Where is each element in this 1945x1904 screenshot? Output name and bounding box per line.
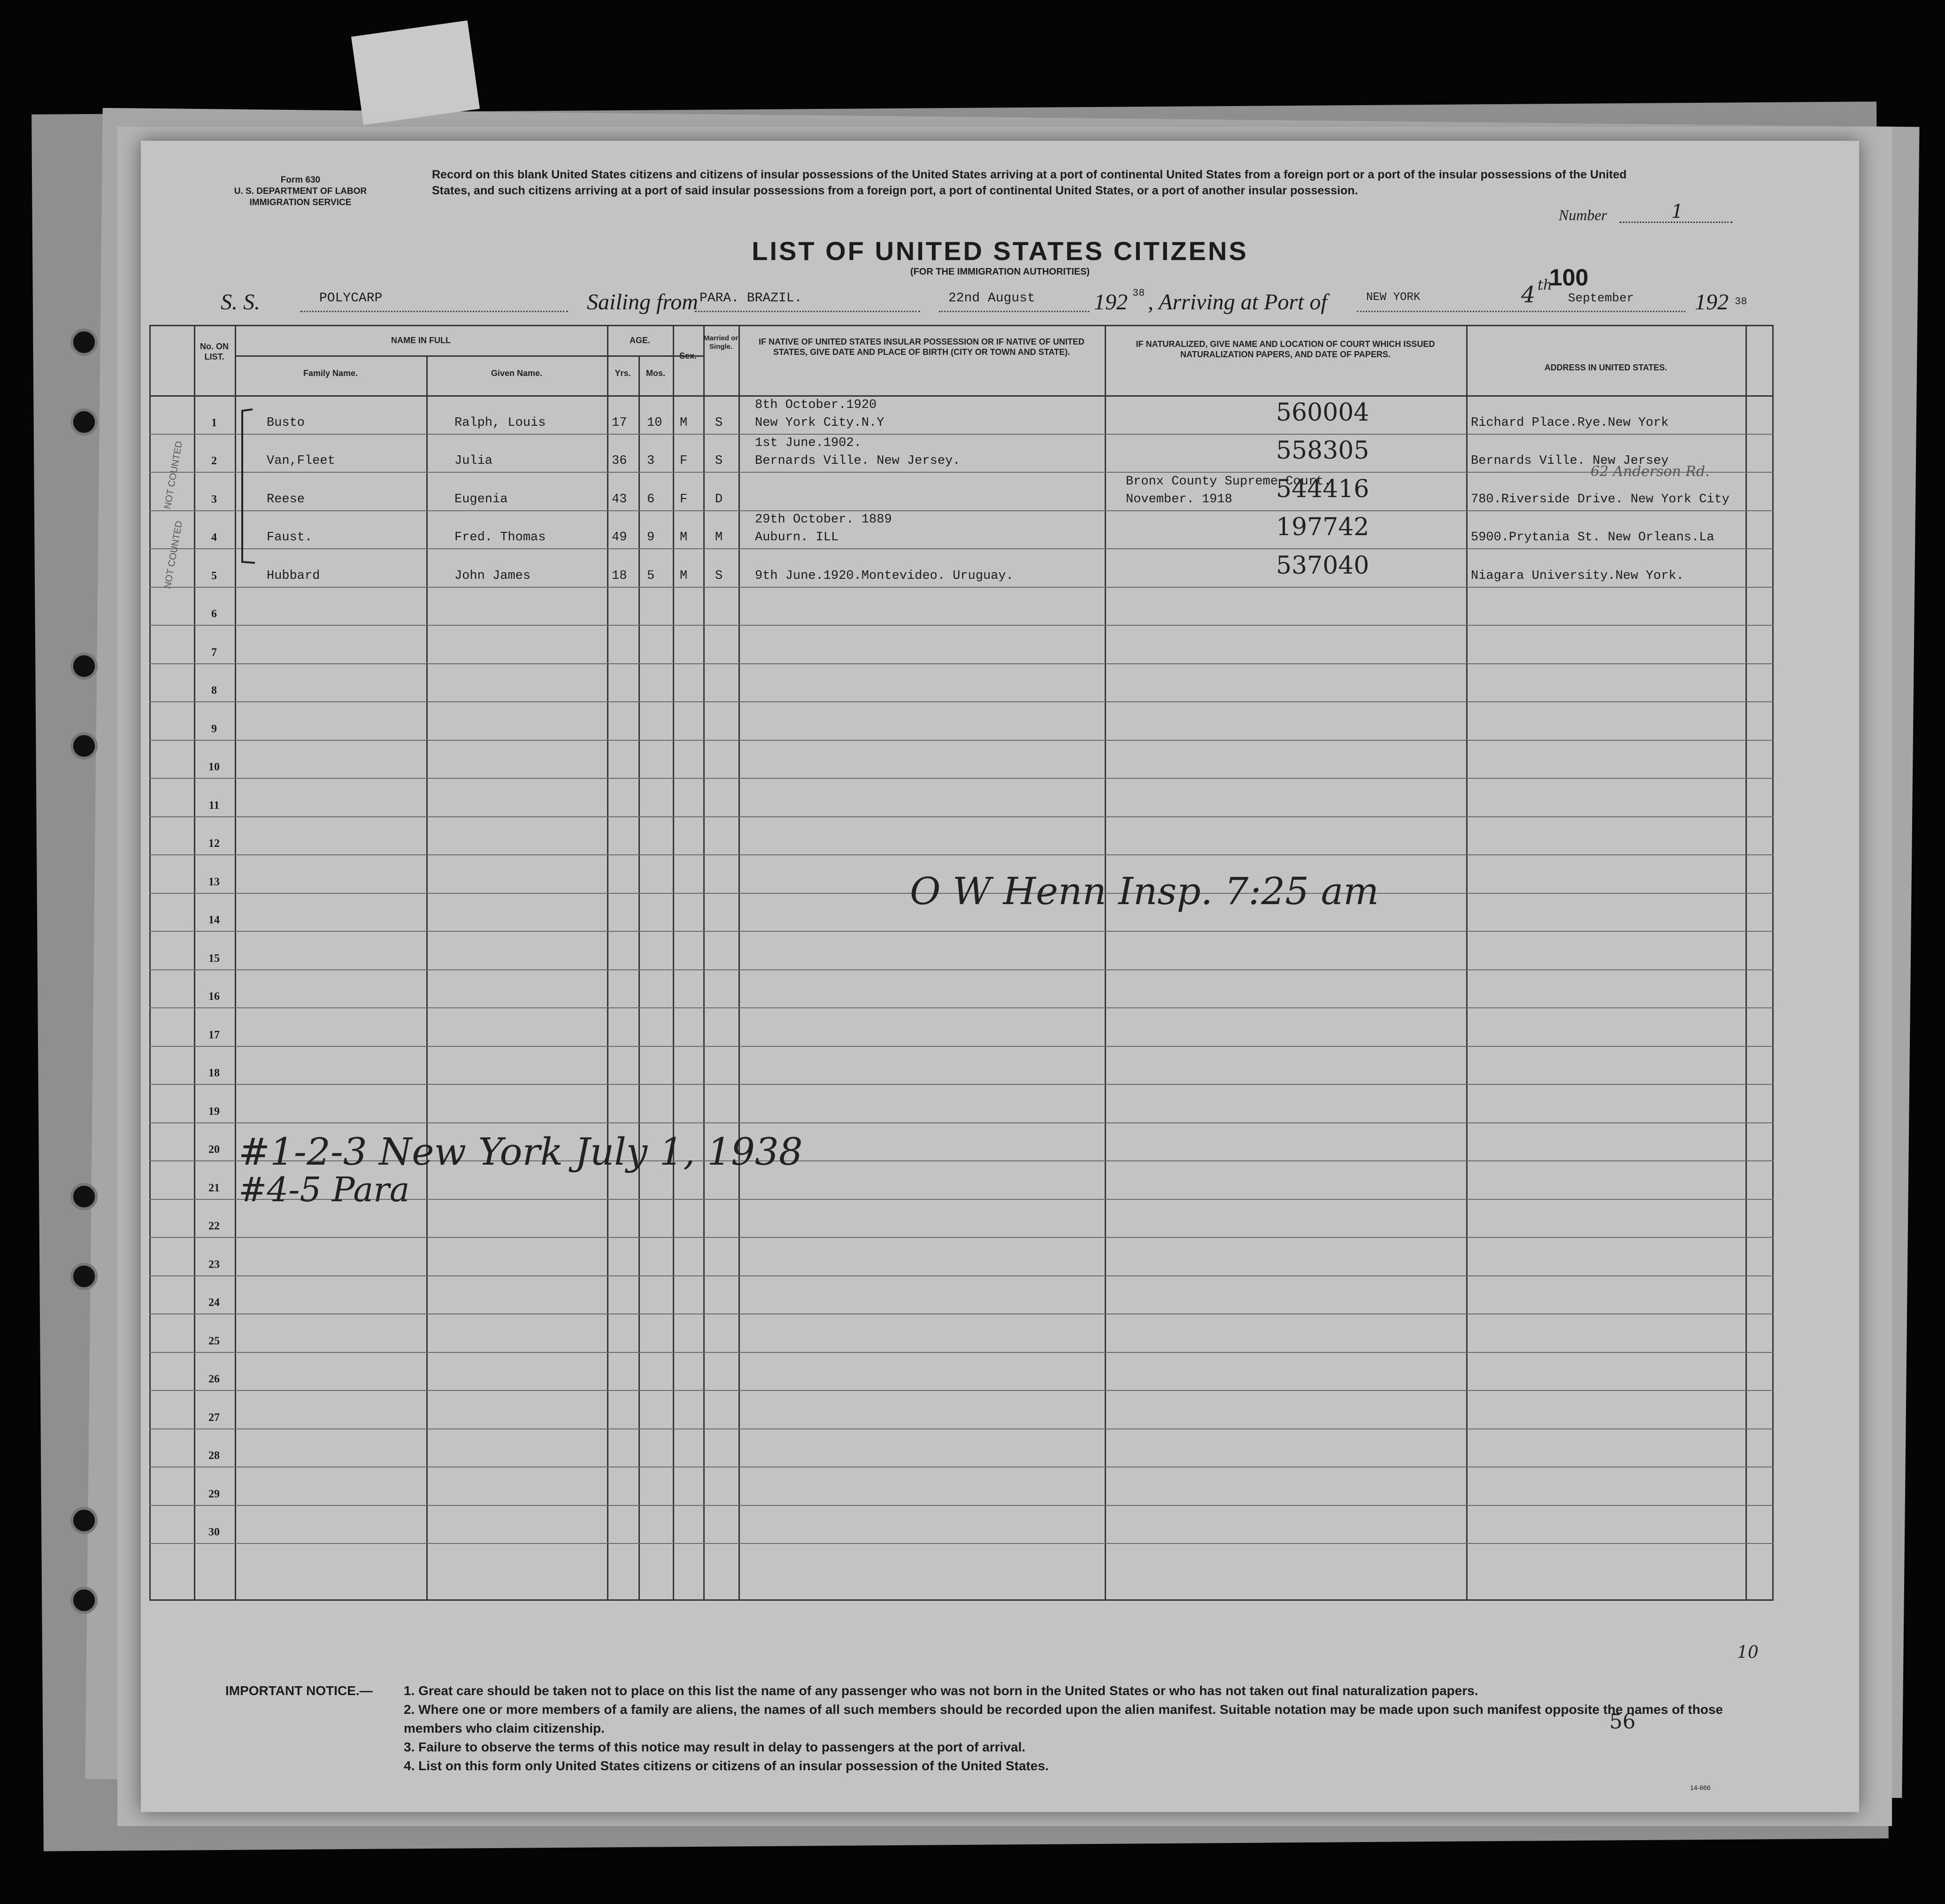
cell-address: 780.Riverside Drive. New York City bbox=[1471, 492, 1730, 507]
col-header-no: No. ON LIST. bbox=[200, 342, 229, 361]
cell-address: Richard Place.Rye.New York bbox=[1471, 415, 1669, 430]
cell-mos: 9 bbox=[647, 530, 655, 545]
cell-given: Eugenia bbox=[454, 492, 508, 507]
certificate-number: 537040 bbox=[1276, 551, 1369, 580]
margin-number: 10 bbox=[1737, 1643, 1759, 1662]
col-divider bbox=[1466, 325, 1468, 1601]
arrival-year-prefix: 192 bbox=[1695, 290, 1729, 315]
certificate-number: 558305 bbox=[1276, 437, 1369, 465]
col-header-given: Given Name. bbox=[491, 369, 543, 378]
binder-hole bbox=[70, 1183, 98, 1210]
form-code: 14-666 bbox=[1690, 1784, 1711, 1791]
manifest-sheet bbox=[141, 141, 1859, 1812]
cell-family: Reese bbox=[267, 492, 305, 507]
cell-ms: S bbox=[715, 415, 723, 430]
number-value: 1 bbox=[1671, 201, 1684, 223]
notice-item: 3. Failure to observe the terms of this notice may result in delay to passengers at the port of arrival. bbox=[404, 1740, 1026, 1754]
cell-mos: 6 bbox=[647, 492, 655, 507]
col-header-sex: Sex. bbox=[679, 351, 697, 361]
form-number: Form 630 bbox=[280, 175, 321, 185]
arrival-month: September bbox=[1568, 291, 1634, 305]
cell-birth-line1: 9th June.1920.Montevideo. Uruguay. bbox=[755, 568, 1014, 583]
from-port: PARA. BRAZIL. bbox=[700, 291, 802, 306]
row-number: 5 bbox=[211, 569, 217, 582]
row-number: 13 bbox=[208, 875, 220, 888]
binder-hole bbox=[70, 732, 98, 760]
ship-line bbox=[300, 311, 568, 312]
row-number: 26 bbox=[208, 1373, 220, 1385]
binder-hole bbox=[70, 1507, 98, 1534]
row-number: 22 bbox=[208, 1220, 220, 1232]
row-line bbox=[149, 548, 1774, 549]
cell-given: Fred. Thomas bbox=[454, 530, 546, 545]
col-divider bbox=[673, 325, 674, 1601]
arrival-port: NEW YORK bbox=[1366, 291, 1421, 304]
row-line bbox=[149, 1543, 1774, 1544]
cell-birth-line2: Bernards Ville. New Jersey. bbox=[755, 454, 961, 468]
handwritten-note: #4-5 Para bbox=[238, 1170, 410, 1209]
cell-mos: 5 bbox=[647, 568, 655, 583]
col-divider bbox=[638, 355, 640, 1601]
cell-birth-line2: New York City.N.Y bbox=[755, 415, 884, 430]
col-divider bbox=[1745, 325, 1747, 1601]
row-line bbox=[149, 510, 1774, 511]
row-line bbox=[149, 663, 1774, 664]
date-line bbox=[939, 311, 1089, 312]
row-number: 24 bbox=[208, 1297, 220, 1309]
cell-mos: 10 bbox=[647, 415, 662, 430]
service-name: IMMIGRATION SERVICE bbox=[249, 198, 352, 207]
row-line bbox=[149, 854, 1774, 855]
col-header-naturalized: IF NATURALIZED, GIVE NAME AND LOCATION OF COURT WHICH ISSUED NATURALIZATION PAPERS, AND DATE OF PAPERS. bbox=[1136, 339, 1435, 359]
notice-item: 1. Great care should be taken not to place on this list the name of any passenger who was not born in the United States or who has not taken out final naturalization papers. bbox=[404, 1683, 1478, 1698]
handwritten-note: #1-2-3 New York July 1, 1938 bbox=[238, 1130, 803, 1174]
cell-family: Busto bbox=[267, 415, 305, 430]
row-number: 20 bbox=[208, 1144, 220, 1156]
row-number: 7 bbox=[211, 646, 217, 659]
ship-name: POLYCARP bbox=[319, 291, 383, 306]
col-divider bbox=[426, 355, 428, 1601]
arrival-line bbox=[1357, 311, 1685, 312]
arrival-day-suffix: th bbox=[1538, 277, 1553, 293]
row-line bbox=[149, 1275, 1774, 1276]
row-number: 1 bbox=[211, 416, 217, 429]
row-line bbox=[149, 816, 1774, 817]
row-number: 16 bbox=[208, 990, 220, 1003]
form-identifier bbox=[202, 175, 399, 208]
binder-hole bbox=[70, 1263, 98, 1290]
record-instructions: Record on this blank United States citizens and citizens of insular possessions of the United States arriving at a port of continental United States from a foreign port or a port of the insular possessions of the United States, and such citizens arriving at a port of said insular possessions from a foreign port, a port of continental United States, or a port of another insular possession. bbox=[432, 168, 1627, 197]
torn-paper-tab bbox=[351, 21, 480, 125]
sail-year-suffix: 38 bbox=[1132, 287, 1145, 299]
row-number: 3 bbox=[211, 493, 217, 506]
cell-birth-line2: Auburn. ILL bbox=[755, 530, 839, 545]
row-number: 27 bbox=[208, 1411, 220, 1424]
cell-mos: 3 bbox=[647, 454, 655, 468]
sail-date: 22nd August bbox=[948, 291, 1035, 306]
notice-label: IMPORTANT NOTICE.— bbox=[225, 1683, 373, 1698]
cell-nat-line1: Bronx County Supreme Court. bbox=[1126, 474, 1331, 489]
cell-family: Faust. bbox=[267, 530, 313, 545]
row-number: 11 bbox=[208, 799, 220, 812]
cell-ms: S bbox=[715, 568, 723, 583]
cell-yrs: 18 bbox=[612, 568, 627, 583]
row-line bbox=[149, 701, 1774, 702]
notice-items bbox=[404, 1681, 1756, 1775]
inspector-signature: O W Henn Insp. 7:25 am bbox=[910, 869, 1379, 913]
col-header-married: Married or Single. bbox=[703, 334, 738, 351]
col-divider bbox=[703, 325, 705, 1601]
row-line bbox=[149, 434, 1774, 435]
cell-ms: M bbox=[715, 530, 723, 545]
cell-yrs: 36 bbox=[612, 454, 627, 468]
cell-address: Niagara University.New York. bbox=[1471, 568, 1684, 583]
cell-sex: M bbox=[680, 568, 688, 583]
row-number: 29 bbox=[208, 1488, 220, 1500]
row-number: 25 bbox=[208, 1335, 220, 1347]
row-number: 14 bbox=[208, 914, 220, 926]
arriving-label: , Arriving at Port of bbox=[1148, 290, 1327, 315]
row-number: 15 bbox=[208, 952, 220, 965]
row-number: 4 bbox=[211, 531, 217, 544]
row-line bbox=[149, 1122, 1774, 1123]
row-line bbox=[149, 587, 1774, 588]
row-line bbox=[149, 1084, 1774, 1085]
row-line bbox=[149, 969, 1774, 970]
row-line bbox=[149, 1007, 1774, 1008]
certificate-number: 560004 bbox=[1276, 398, 1369, 427]
table-border bbox=[149, 325, 1774, 1601]
row-number: 10 bbox=[208, 761, 220, 773]
row-number: 9 bbox=[211, 722, 217, 735]
row-line bbox=[149, 625, 1774, 626]
sailing-label: Sailing from bbox=[587, 290, 698, 315]
ss-label: S. S. bbox=[221, 290, 260, 315]
row-line bbox=[149, 1313, 1774, 1314]
col-header-age: AGE. bbox=[629, 336, 650, 345]
header-divider bbox=[149, 395, 1774, 397]
cell-ms: D bbox=[715, 492, 723, 507]
department-name: U. S. DEPARTMENT OF LABOR bbox=[234, 186, 367, 196]
cell-given: Julia bbox=[454, 454, 493, 468]
cell-birth-line1: 29th October. 1889 bbox=[755, 513, 892, 527]
binder-hole bbox=[70, 653, 98, 680]
row-number: 28 bbox=[208, 1450, 220, 1462]
sail-year-prefix: 192 bbox=[1094, 290, 1128, 315]
row-line bbox=[149, 1505, 1774, 1506]
row-line bbox=[149, 1237, 1774, 1238]
cell-given: Ralph, Louis bbox=[454, 415, 546, 430]
cell-sex: F bbox=[680, 454, 688, 468]
cell-family: Hubbard bbox=[267, 568, 320, 583]
row-line bbox=[149, 472, 1774, 473]
page-subtitle: (FOR THE IMMIGRATION AUTHORITIES) bbox=[910, 267, 1090, 277]
row-number: 19 bbox=[208, 1105, 220, 1118]
row-line bbox=[149, 778, 1774, 779]
arrival-year-suffix: 38 bbox=[1735, 296, 1747, 307]
port-line bbox=[695, 311, 920, 312]
cell-given: John James bbox=[454, 568, 531, 583]
col-header-birth: IF NATIVE OF UNITED STATES INSULAR POSSESSION OR IF NATIVE OF UNITED STATES, GIVE DATE AND PLACE OF BIRTH (CITY OR TOWN AND STATE). bbox=[759, 337, 1084, 357]
col-header-address: ADDRESS IN UNITED STATES. bbox=[1544, 363, 1668, 372]
cell-ms: S bbox=[715, 454, 723, 468]
row-number: 12 bbox=[208, 837, 220, 850]
number-label: Number bbox=[1559, 207, 1607, 223]
binder-hole bbox=[70, 1587, 98, 1614]
row-number: 17 bbox=[208, 1029, 220, 1041]
row-number: 8 bbox=[211, 684, 217, 697]
row-number: 6 bbox=[211, 608, 217, 620]
cell-yrs: 49 bbox=[612, 530, 627, 545]
cell-birth-line1: 1st June.1902. bbox=[755, 436, 861, 450]
col-header-name: NAME IN FULL bbox=[391, 336, 451, 345]
binder-hole bbox=[70, 329, 98, 356]
col-divider bbox=[607, 325, 608, 1601]
row-line bbox=[149, 1390, 1774, 1391]
page-number: 56 bbox=[1609, 1710, 1636, 1734]
cell-birth-line1: 8th October.1920 bbox=[755, 398, 877, 412]
cell-family: Van,Fleet bbox=[267, 454, 335, 468]
cell-yrs: 43 bbox=[612, 492, 627, 507]
row-line bbox=[149, 1428, 1774, 1429]
bracket-mark bbox=[234, 407, 262, 567]
row-number: 2 bbox=[211, 455, 217, 467]
row-line bbox=[149, 1466, 1774, 1467]
arrival-day: 4 bbox=[1521, 282, 1536, 308]
notice-item: 4. List on this form only United States citizens or citizens of an insular possession of the United States. bbox=[404, 1758, 1049, 1773]
row-number: 30 bbox=[208, 1526, 220, 1538]
row-line bbox=[149, 740, 1774, 741]
notice-item: 2. Where one or more members of a family are aliens, the names of all such members should be recorded upon the alien manifest. Suitable notation may be made upon such manifest opposite the names of those members who claim citizenship. bbox=[404, 1702, 1723, 1735]
certificate-number: 544416 bbox=[1276, 475, 1369, 503]
col-header-yrs: Yrs. bbox=[615, 369, 631, 378]
not-counted-stamp: NOT COUNTED bbox=[162, 440, 185, 510]
header-divider bbox=[235, 355, 704, 357]
row-number: 18 bbox=[208, 1067, 220, 1079]
row-line bbox=[149, 1046, 1774, 1047]
address-note: 62 Anderson Rd. bbox=[1591, 463, 1710, 480]
row-number: 21 bbox=[208, 1182, 220, 1194]
cell-address: Bernards Ville. New Jersey bbox=[1471, 454, 1669, 468]
page-title: LIST OF UNITED STATES CITIZENS bbox=[752, 236, 1248, 266]
col-header-family: Family Name. bbox=[303, 369, 358, 378]
col-header-mos: Mos. bbox=[646, 369, 665, 378]
cell-address: 5900.Prytania St. New Orleans.La bbox=[1471, 530, 1714, 545]
cell-sex: M bbox=[680, 415, 688, 430]
row-line bbox=[149, 931, 1774, 932]
not-counted-stamp: NOT COUNTED bbox=[162, 520, 185, 590]
cell-yrs: 17 bbox=[612, 415, 627, 430]
binder-hole bbox=[70, 408, 98, 436]
stamp-number: 100 bbox=[1549, 264, 1589, 291]
row-line bbox=[149, 1352, 1774, 1353]
row-number: 23 bbox=[208, 1258, 220, 1271]
cell-sex: F bbox=[680, 492, 688, 507]
certificate-number: 197742 bbox=[1276, 513, 1369, 541]
col-divider bbox=[738, 325, 740, 1601]
cell-sex: M bbox=[680, 530, 688, 545]
cell-nat-line2: November. 1918 bbox=[1126, 492, 1232, 507]
col-divider bbox=[1105, 325, 1106, 1601]
